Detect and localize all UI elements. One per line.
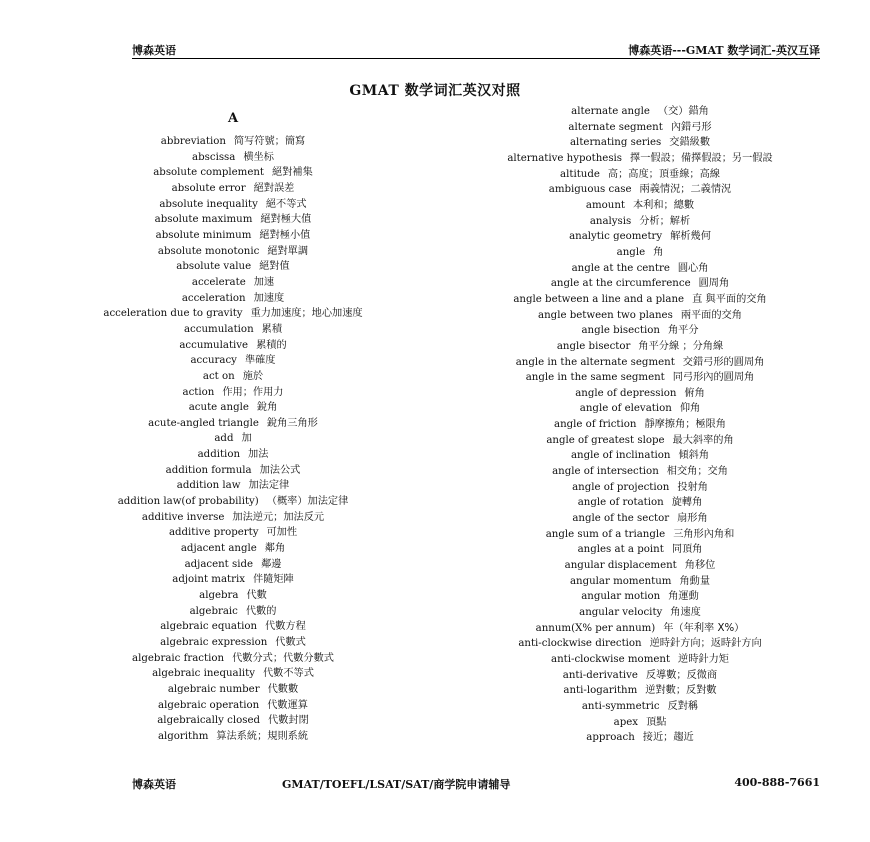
entry-translation: 絕對極小值	[259, 229, 311, 241]
entry-term: ambiguous case	[548, 184, 632, 196]
glossary-entry	[68, 400, 398, 416]
entry-term: algebraic inequality	[152, 668, 255, 680]
entry-translation: 同弓形內的圓周角	[672, 372, 755, 384]
glossary-entry	[68, 197, 398, 213]
glossary-entry	[462, 339, 818, 355]
entry-translation: 鄰角	[264, 543, 286, 555]
entry-translation: 絕不等式	[265, 198, 307, 210]
entry-term: alternate segment	[568, 121, 663, 133]
glossary-entry	[68, 431, 398, 447]
glossary-entry	[462, 182, 818, 198]
entry-term: adjacent angle	[180, 543, 257, 555]
glossary-entry	[68, 525, 398, 541]
glossary-entry	[68, 713, 398, 729]
glossary-entry	[462, 292, 818, 308]
entry-translation: 最大斜率的角	[672, 434, 734, 446]
glossary-entry	[68, 666, 398, 682]
entry-term: absolute minimum	[155, 229, 252, 241]
glossary-entry	[462, 214, 818, 230]
glossary-entry	[462, 558, 818, 574]
entry-term: accelerate	[191, 276, 246, 288]
entry-term: algebraically closed	[157, 715, 261, 727]
glossary-entry	[68, 181, 398, 197]
entry-translation: 靜摩擦角；極限角	[644, 419, 726, 431]
entry-term: angle between a line and a plane	[513, 293, 685, 305]
entry-term: alternative hypothesis	[507, 152, 623, 164]
entry-translation: 代數運算	[267, 699, 308, 711]
entry-term: angle of rotation	[577, 497, 664, 509]
footer-phone: 400-888-7661	[734, 776, 820, 789]
left-entry-list	[68, 134, 398, 745]
entry-term: action	[182, 386, 215, 398]
glossary-entry	[68, 651, 398, 667]
entry-translation: 可加性	[266, 527, 298, 539]
entry-term: absolute monotonic	[157, 245, 260, 257]
entry-translation: 加法定律	[248, 480, 290, 492]
entry-term: alternating series	[569, 137, 662, 149]
entry-term: acute-angled triangle	[148, 417, 259, 429]
entry-term: angular motion	[581, 591, 661, 603]
entry-term: accuracy	[190, 355, 237, 367]
entry-translation: 扇形角	[677, 513, 708, 525]
entry-term: algebraic number	[167, 683, 260, 695]
entry-term: angle sum of a triangle	[545, 528, 666, 540]
glossary-entry	[68, 494, 398, 510]
entry-term: add	[214, 433, 234, 445]
glossary-entry	[462, 715, 818, 731]
entry-term: angle of inclination	[570, 450, 671, 462]
entry-translation: 伴隨矩陣	[253, 574, 294, 586]
page-footer	[132, 776, 820, 794]
glossary-entry	[462, 605, 818, 621]
glossary-entry	[68, 259, 398, 275]
glossary-entry	[462, 433, 818, 449]
glossary-entry	[462, 308, 818, 324]
entry-translation: 加法逆元；加法反元	[232, 511, 325, 523]
entry-translation: 本利和；總數	[632, 199, 695, 211]
glossary-entry	[68, 604, 398, 620]
entry-term: abscissa	[192, 151, 236, 163]
entry-term: addition	[197, 449, 241, 461]
page-header	[132, 40, 820, 59]
glossary-entry	[68, 369, 398, 385]
glossary-entry	[68, 165, 398, 181]
entry-term: angles at a point	[577, 544, 664, 556]
entry-term: act on	[202, 370, 235, 382]
entry-translation: 俯角	[684, 387, 705, 399]
entry-term: angle	[616, 246, 646, 258]
glossary-entry	[462, 448, 818, 464]
glossary-entry	[462, 323, 818, 339]
header-subtitle: 博森英语---GMAT 数学词汇-英汉互译	[628, 44, 820, 57]
entry-term: anti-logarithm	[563, 685, 638, 697]
glossary-entry	[68, 150, 398, 166]
section-letter: A	[227, 111, 239, 126]
entry-term: amount	[585, 199, 625, 211]
entry-translation: 代數式	[275, 637, 306, 648]
entry-translation: （概率）加法定律	[266, 496, 349, 508]
glossary-entry	[462, 683, 818, 699]
entry-translation: 接近；趨近	[642, 732, 694, 744]
entry-translation: 代數	[246, 590, 267, 602]
glossary-entry	[68, 619, 398, 635]
entry-translation: 準確度	[244, 355, 276, 367]
glossary-entry	[68, 212, 398, 228]
entry-translation: 相交角；交角	[666, 466, 728, 478]
glossary-entry	[68, 322, 398, 338]
entry-translation: 直 與平面的交角	[692, 293, 767, 305]
entry-translation: 仰角	[679, 403, 701, 415]
glossary-entry	[462, 574, 818, 590]
entry-term: angle of intersection	[552, 466, 659, 478]
glossary-entry	[68, 306, 398, 322]
entry-translation: 逆對數；反對數	[645, 685, 717, 697]
entry-term: addition law(of probability)	[117, 496, 259, 508]
entry-translation: 交錯弓形的圓周角	[682, 356, 765, 368]
entry-translation: 擇一假設；備擇假設；另一假設	[630, 152, 773, 164]
glossary-entry	[462, 464, 818, 480]
glossary-entry	[462, 589, 818, 605]
entry-translation: 兩平面的交角	[680, 309, 742, 321]
entry-translation: 反對稱	[667, 700, 699, 712]
page-title: GMAT 数学词汇英汉对照	[349, 83, 521, 99]
glossary-entry	[462, 636, 818, 652]
glossary-entry	[462, 668, 818, 684]
glossary-entry	[462, 151, 818, 167]
entry-term: angular displacement	[564, 560, 677, 572]
entry-translation: 加	[241, 433, 252, 445]
entry-translation: 解析幾何	[670, 231, 711, 243]
entry-term: angle of greatest slope	[546, 434, 665, 446]
right-column	[462, 104, 818, 746]
entry-term: addition formula	[165, 464, 252, 476]
glossary-entry	[462, 245, 818, 261]
entry-translation: 累積的	[256, 339, 287, 351]
entry-translation: 圓心角	[677, 262, 709, 274]
entry-term: addition law	[176, 480, 241, 492]
entry-term: angle between two planes	[538, 309, 673, 321]
glossary-entry	[462, 135, 818, 151]
entry-translation: 絕對誤差	[253, 182, 295, 194]
entry-term: acceleration due to gravity	[103, 308, 243, 320]
glossary-entry	[68, 588, 398, 604]
glossary-entry	[462, 386, 818, 402]
glossary-entry	[68, 463, 398, 479]
glossary-entry	[68, 698, 398, 714]
entry-translation: （交）錯角	[657, 106, 709, 117]
glossary-entry	[462, 167, 818, 183]
entry-term: approach	[586, 732, 635, 744]
entry-term: altitude	[560, 168, 600, 180]
entry-term: angular velocity	[579, 607, 663, 618]
entry-translation: 累積	[261, 323, 283, 335]
glossary-entry	[68, 682, 398, 698]
entry-term: apex	[613, 716, 638, 728]
entry-translation: 加速度	[253, 292, 285, 304]
glossary-entry	[462, 229, 818, 245]
glossary-entry	[462, 511, 818, 527]
glossary-entry	[462, 699, 818, 715]
glossary-entry	[68, 291, 398, 307]
entry-translation: 作用；作用力	[222, 386, 284, 398]
glossary-entry	[462, 370, 818, 386]
entry-term: angle of depression	[575, 387, 677, 399]
entry-term: algebraic expression	[160, 637, 268, 648]
entry-term: angle of projection	[572, 481, 670, 493]
glossary-entry	[68, 338, 398, 354]
entry-term: analysis	[589, 215, 632, 227]
entry-term: acute angle	[188, 402, 249, 414]
glossary-entry	[68, 729, 398, 745]
glossary-entry	[68, 572, 398, 588]
entry-term: anti-clockwise moment	[551, 653, 671, 665]
glossary-entry	[462, 104, 818, 120]
entry-translation: 施於	[242, 370, 264, 382]
entry-term: additive inverse	[141, 511, 225, 523]
entry-translation: 投射角	[677, 481, 708, 493]
entry-translation: 傾斜角	[678, 450, 710, 462]
entry-term: accumulation	[183, 323, 254, 335]
entry-translation: 圓周角	[698, 278, 730, 290]
entry-term: adjacent side	[184, 558, 254, 570]
entry-term: angular momentum	[569, 575, 672, 587]
entry-translation: 反導數；反微商	[645, 669, 718, 681]
glossary-entry	[68, 541, 398, 557]
entry-translation: 重力加速度；地心加速度	[250, 308, 363, 320]
entry-translation: 同頂角	[671, 544, 703, 556]
entry-translation: 內錯弓形	[670, 121, 712, 133]
glossary-entry	[462, 355, 818, 371]
glossary-entry	[68, 275, 398, 291]
glossary-entry	[68, 416, 398, 432]
entry-term: acceleration	[181, 292, 246, 304]
glossary-entry	[68, 447, 398, 463]
glossary-entry	[462, 198, 818, 214]
entry-term: anti-clockwise direction	[518, 638, 642, 650]
entry-translation: 加法公式	[259, 464, 301, 476]
glossary-entry	[68, 510, 398, 526]
entry-term: algebraic	[189, 605, 238, 617]
entry-translation: 代數數	[267, 683, 299, 695]
glossary-entry	[68, 385, 398, 401]
entry-translation: 代數封閉	[268, 715, 309, 727]
glossary-entry	[462, 527, 818, 543]
entry-term: angle of friction	[554, 419, 637, 431]
glossary-entry	[462, 621, 818, 637]
entry-term: absolute error	[171, 182, 246, 194]
glossary-entry	[462, 276, 818, 292]
entry-translation: 角動量	[679, 575, 711, 587]
entry-term: adjoint matrix	[172, 574, 245, 586]
entry-term: anti-derivative	[562, 669, 638, 681]
entry-term: angle bisection	[581, 325, 660, 337]
entry-term: angle bisector	[556, 340, 631, 352]
entry-term: angle at the circumference	[550, 278, 691, 290]
entry-term: anti-symmetric	[581, 700, 660, 712]
glossary-entry	[462, 495, 818, 511]
glossary-entry	[462, 730, 818, 746]
glossary-entry	[462, 120, 818, 136]
entry-translation: 頂點	[646, 716, 667, 728]
entry-term: algebra	[199, 590, 239, 602]
entry-translation: 銳角三角形	[266, 417, 318, 429]
entry-translation: 銳角	[256, 402, 278, 414]
entry-term: absolute complement	[153, 167, 265, 179]
entry-term: additive property	[168, 527, 259, 539]
entry-translation: 絕對單調	[267, 245, 309, 257]
entry-translation: 算法系統；規則系統	[216, 730, 309, 742]
entry-term: abbreviation	[160, 136, 226, 147]
entry-translation: 旋轉角	[671, 497, 703, 509]
entry-translation: 角	[653, 246, 664, 258]
glossary-entry	[462, 480, 818, 496]
right-entry-list	[462, 104, 818, 746]
entry-translation: 角平分線 ；分角線	[638, 340, 724, 352]
glossary-entry	[462, 542, 818, 558]
glossary-entry	[462, 417, 818, 433]
entry-translation: 代數方程	[265, 621, 306, 633]
entry-translation: 絕對值	[259, 261, 290, 273]
entry-translation: 逆時針方向；返時針方向	[649, 638, 762, 650]
entry-term: alternate angle	[571, 106, 650, 117]
entry-term: algebraic fraction	[132, 652, 225, 664]
glossary-entry	[68, 478, 398, 494]
glossary-entry	[68, 228, 398, 244]
header-brand: 博森英语	[132, 44, 176, 57]
glossary-entry	[68, 134, 398, 150]
entry-translation: 角移位	[684, 560, 716, 572]
footer-services: GMAT/TOEFL/LSAT/SAT/商学院申请辅导	[282, 778, 511, 791]
entry-term: absolute value	[176, 261, 252, 273]
entry-translation: 代數的	[245, 605, 277, 617]
entry-translation: 三角形內角和	[673, 528, 735, 540]
glossary-entry	[462, 401, 818, 417]
entry-translation: 鄰邊	[261, 558, 282, 570]
entry-term: angle in the alternate segment	[515, 356, 675, 368]
entry-term: angle of the sector	[572, 513, 670, 525]
entry-translation: 絕對補集	[272, 167, 313, 179]
entry-translation: 逆時針力矩	[678, 653, 729, 665]
entry-term: algorithm	[157, 730, 209, 742]
entry-translation: 兩義情況；二義情況	[639, 184, 732, 196]
glossary-entry	[462, 261, 818, 277]
entry-term: annum(X% per annum)	[535, 622, 656, 634]
glossary-entry	[462, 652, 818, 668]
entry-term: angle in the same segment	[525, 372, 665, 384]
entry-translation: 简写符號；簡寫	[233, 136, 306, 147]
entry-translation: 絕對極大值	[260, 214, 312, 226]
glossary-entry	[68, 244, 398, 260]
entry-translation: 交錯級數	[669, 137, 711, 149]
entry-translation: 角平分	[667, 325, 699, 337]
left-column	[68, 104, 398, 745]
entry-translation: 代數不等式	[262, 668, 314, 680]
glossary-entry	[68, 353, 398, 369]
entry-translation: 角運動	[668, 591, 699, 603]
entry-translation: 加法	[248, 449, 269, 461]
entry-translation: 年（年利率 X%）	[663, 622, 745, 634]
entry-translation: 加速	[253, 276, 275, 288]
entry-term: algebraic operation	[158, 699, 260, 711]
entry-term: absolute inequality	[159, 198, 258, 210]
entry-term: analytic geometry	[569, 231, 663, 243]
entry-translation: 横坐标	[243, 151, 274, 163]
footer-brand: 博森英语	[132, 778, 176, 791]
entry-term: angle at the centre	[571, 262, 670, 274]
entry-term: accumulative	[179, 339, 249, 351]
entry-translation: 高；高度；頂垂線；高線	[607, 168, 720, 180]
entry-term: absolute maximum	[154, 214, 253, 226]
entry-term: algebraic equation	[160, 621, 258, 633]
glossary-entry	[68, 635, 398, 651]
entry-translation: 分析；解析	[639, 215, 691, 227]
entry-translation: 代數分式；代數分數式	[232, 652, 334, 664]
entry-translation: 角速度	[670, 607, 701, 618]
glossary-entry	[68, 557, 398, 573]
entry-term: angle of elevation	[579, 403, 672, 415]
